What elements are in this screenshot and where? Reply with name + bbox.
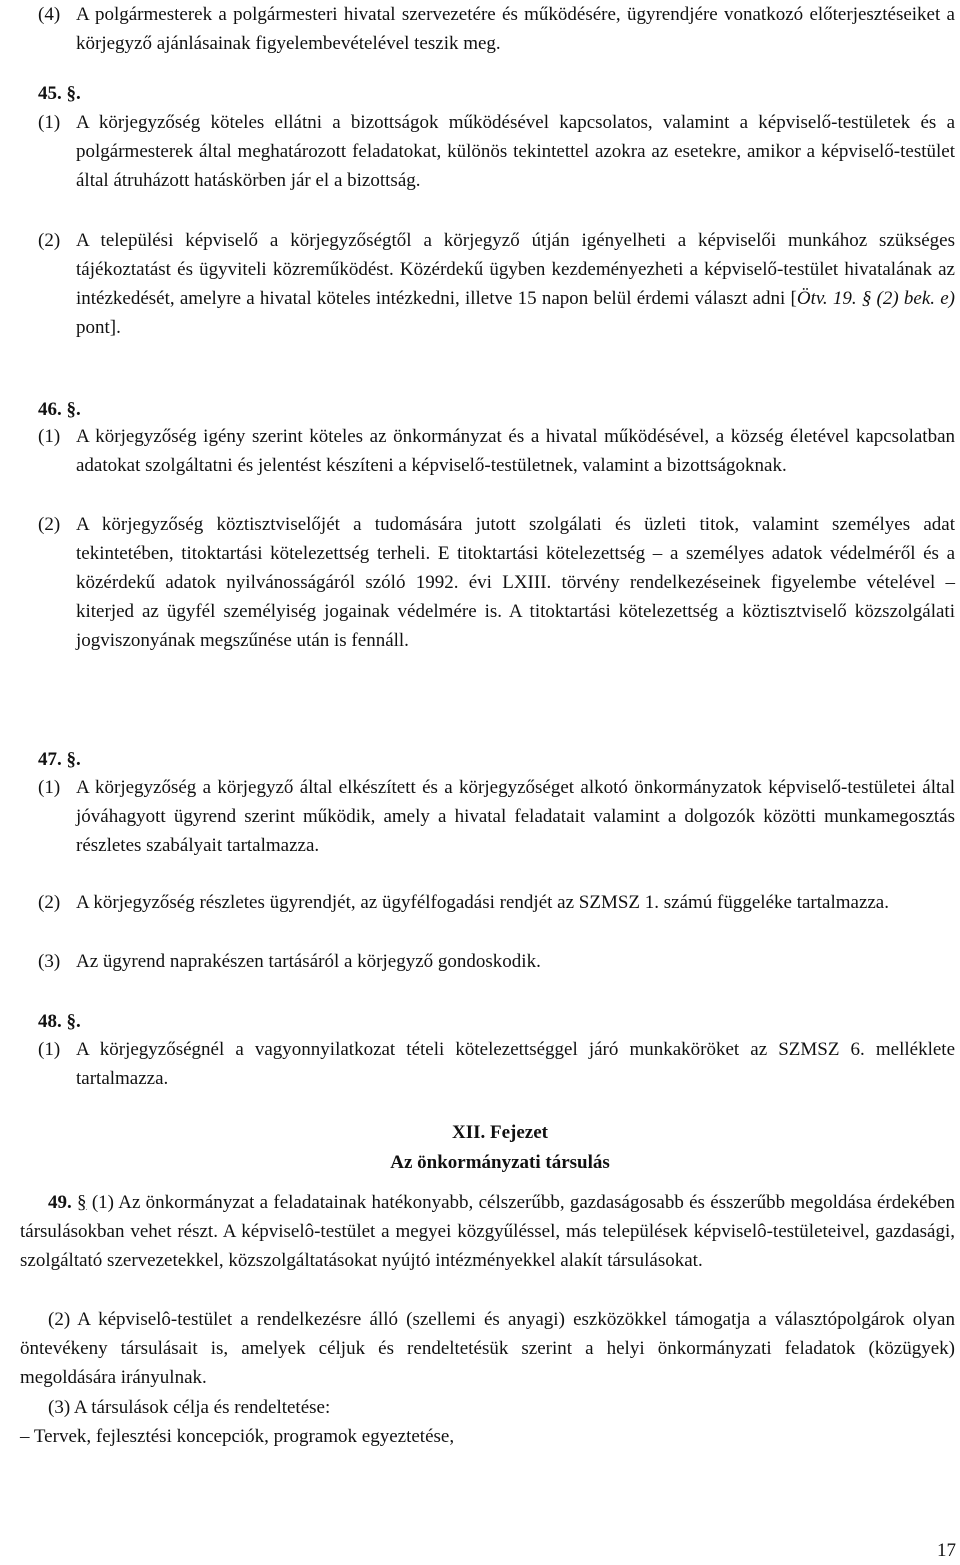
paragraph-4 [38, 0, 955, 58]
paragraph-number: (1) [38, 1039, 61, 1060]
paragraph-number: (2) [38, 892, 61, 913]
section-47-heading: 47. §. [38, 749, 81, 770]
section-48-heading: 48. §. [38, 1011, 81, 1032]
section-49-number: 49. [48, 1192, 72, 1213]
paragraph-text: A körjegyzőség részletes ügyrendjét, az ügyfélfogadási rendjét az SZMSZ 1. számú függeléke tartalmazza. [76, 892, 889, 913]
paragraph-text: A körjegyzőség köztisztviselőjét a tudomására jutott szolgálati és üzleti titok, valamint személyes adat tekintetében, titoktartási kötelezettség terheli. E titoktartási kötelezettség – a személyes adatok védelméről és a közérdekű adatok nyilvánosságáról szóló 1992. évi LXIII. törvény rendelkezéseinek figyelembe vételével – kiterjed az ügyfél személyiség jogainak védelmére is. A titoktartási kötelezettség a köztisztviselő közszolgálati jogviszonyának megszűnése után is fennáll. [76, 514, 955, 651]
paragraph-text: (1) Az önkormányzat a feladatainak hatékonyabb, célszerűbb, gazdaságosabb és ésszerűbb megoldása érdekében társulásokban vehet részt. A képviselô-testület a megyei közgyűléssel, más települések képviselô-testületeivel, gazdasági, szolgáltató szervezetekkel, közszolgáltatásokat nyújtó intézményekkel alakít társulásokat. [20, 1192, 956, 1271]
paragraph-text [76, 226, 955, 342]
section-48-paragraph-1 [38, 1035, 955, 1093]
paragraph-text: A körjegyzőség köteles ellátni a bizottságok működésével kapcsolatos, valamint a képviselő-testületek és a polgármesterek által meghatározott feladatokat, különös tekintettel azokra az esetekre, amikor a képviselő-testület által átruházott hatáskörben jár el a bizottság. [76, 112, 955, 191]
section-45-paragraph-1 [38, 108, 955, 195]
chapter-number: XII. Fejezet [451, 1122, 548, 1143]
list-item-text: – Tervek, fejlesztési koncepciók, programok egyeztetése, [20, 1426, 455, 1447]
paragraph-text-c: pont]. [76, 317, 121, 338]
paragraph-number: (1) [38, 777, 61, 798]
paragraph-text: A körjegyzőség a körjegyző által elkészített és a körjegyzőséget alkotó önkormányzatok képviselő-testületei által jóváhagyott ügyrend szerint működik, amely a hivatal feladatait valamint a dolgozók közötti munkamegosztás részletes szabályait tartalmazza. [76, 777, 955, 856]
page-number: 17 [937, 1540, 956, 1561]
section-49-list-item-1 [20, 1422, 955, 1451]
paragraph-number: (1) [38, 112, 61, 133]
paragraph-text: A körjegyzőségnél a vagyonnyilatkozat tételi kötelezettséggel járó munkaköröket az SZMSZ 6. melléklete tartalmazza. [76, 1039, 955, 1089]
chapter-title: Az önkormányzati társulás [390, 1152, 610, 1173]
paragraph-text: (3) A társulások célja és rendeltetése: [48, 1397, 331, 1418]
paragraph-text: (2) A képviselô-testület a rendelkezésre álló (szellemi és anyagi) eszközökkel támogatja a választópolgárok olyan öntevékeny társulásait is, amelyek céljuk és rendeltetésük szerint a helyi önkormányzati feladatok (közügyek) megoldására irányulnak. [20, 1309, 955, 1388]
section-49-paragraph-3 [20, 1393, 955, 1422]
legal-reference: Ötv. 19. § (2) bek. e) [796, 288, 955, 309]
paragraph-number: (3) [38, 951, 61, 972]
section-49-paragraph-2 [20, 1305, 955, 1392]
paragraph-number: (2) [38, 230, 61, 251]
paragraph-number: (2) [38, 514, 61, 535]
section-45-heading: 45. §. [38, 83, 81, 104]
section-sign: § [77, 1192, 87, 1213]
section-47-paragraph-2 [38, 888, 955, 917]
section-46-paragraph-2 [38, 510, 955, 655]
paragraph-number: (4) [38, 4, 61, 25]
paragraph-text-a: A települési képviselő a körjegyzőségtől a körjegyző útján igényelheti a képviselői munkához szükséges tájékoztatást és ügyviteli közreműködést. [76, 230, 955, 280]
section-49-paragraph-1 [20, 1188, 955, 1275]
section-47-paragraph-1 [38, 773, 955, 860]
paragraph-text: Az ügyrend naprakészen tartásáról a körjegyző gondoskodik. [76, 951, 541, 972]
section-46-heading: 46. §. [38, 399, 81, 420]
paragraph-number: (1) [38, 426, 61, 447]
section-45-paragraph-2 [38, 226, 955, 342]
paragraph-text: A körjegyzőség igény szerint köteles az önkormányzat és a hivatal működésével, a község életével kapcsolatban adatokat szolgáltatni és jelentést készíteni a képviselő-testületnek, valamint a bizottságoknak. [76, 426, 955, 476]
section-47-paragraph-3 [38, 947, 955, 976]
section-46-paragraph-1 [38, 422, 955, 480]
paragraph-text: A polgármesterek a polgármesteri hivatal szervezetére és működésére, ügyrendjére vonatkozó előterjesztéseiket a körjegyző ajánlásainak figyelembevételével teszik meg. [76, 4, 955, 54]
paragraph-text-b: Közérdekű ügyben kezdeményezheti a képviselő-testület hivatalának az intézkedését, amelyre a hivatal köteles intézkedni, illetve 15 napon belül érdemi választ adni [ [76, 259, 955, 309]
